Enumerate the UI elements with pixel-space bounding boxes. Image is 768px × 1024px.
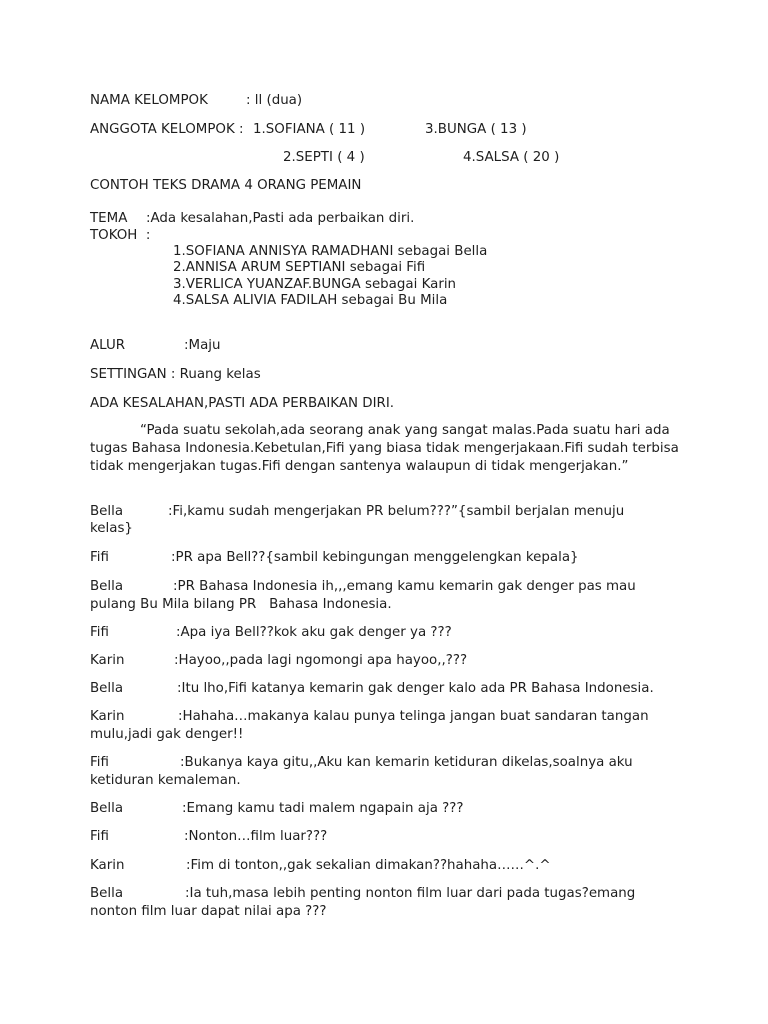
tokoh-label: TOKOH :	[90, 228, 151, 243]
setting-line: SETTINGAN : Ruang kelas	[90, 367, 261, 382]
dialog-7-text: :Hahaha…makanya kalau punya telinga jangan buat sandaran tangan	[178, 709, 649, 724]
dialog-6-text: :Itu lho,Fifi katanya kemarin gak denger kalo ada PR Bahasa Indonesia.	[177, 681, 654, 696]
drama-title: ADA KESALAHAN,PASTI ADA PERBAIKAN DIRI.	[90, 396, 395, 411]
dialog-8-text-cont: ketiduran kemaleman.	[90, 773, 241, 788]
dialog-10-text: :Nonton…film luar???	[184, 829, 328, 844]
dialog-2-text: :PR apa Bell??{sambil kebingungan menggelengkan kepala}	[171, 550, 579, 565]
alur-label: ALUR	[90, 338, 126, 353]
dialog-7-text-cont: mulu,jadi gak denger!!	[90, 727, 244, 742]
dialog-8-speaker: Fifi	[90, 755, 109, 770]
tokoh-item-3: 3.VERLICA YUANZAF.BUNGA sebagai Karin	[173, 277, 457, 292]
dialog-3-text-cont: pulang Bu Mila bilang PR Bahasa Indonesia.	[90, 597, 392, 612]
member-4: 4.SALSA ( 20 )	[463, 150, 560, 165]
dialog-1-text-cont: kelas}	[90, 521, 133, 536]
member-1: 1.SOFIANA ( 11 )	[253, 122, 366, 137]
dialog-9-text: :Emang kamu tadi malem ngapain aja ???	[182, 801, 464, 816]
member-2: 2.SEPTI ( 4 )	[283, 150, 365, 165]
dialog-11-speaker: Karin	[90, 858, 125, 873]
dialog-1-text: :Fi,kamu sudah mengerjakan PR belum???”{sambil berjalan menuju	[168, 504, 625, 519]
tokoh-item-4: 4.SALSA ALIVIA FADILAH sebagai Bu Mila	[173, 293, 448, 308]
dialog-8-text: :Bukanya kaya gitu,,Aku kan kemarin ketiduran dikelas,soalnya aku	[180, 755, 633, 770]
tokoh-item-1: 1.SOFIANA ANNISYA RAMADHANI sebagai Bella	[173, 244, 488, 259]
dialog-12-text-cont: nonton film luar dapat nilai apa ???	[90, 904, 327, 919]
dialog-11-text: :Fim di tonton,,gak sekalian dimakan??hahaha……^.^	[186, 858, 551, 873]
tema-label: TEMA	[90, 211, 128, 226]
anggota-kelompok-label: ANGGOTA KELOMPOK :	[90, 122, 244, 137]
dialog-5-speaker: Karin	[90, 653, 125, 668]
dialog-5-text: :Hayoo,,pada lagi ngomongi apa hayoo,,???	[174, 653, 468, 668]
tokoh-item-2: 2.ANNISA ARUM SEPTIANI sebagai Fifi	[173, 260, 426, 275]
nama-kelompok-label: NAMA KELOMPOK	[90, 93, 208, 108]
dialog-7-speaker: Karin	[90, 709, 125, 724]
nama-kelompok-value: : ll (dua)	[246, 93, 303, 108]
alur-value: :Maju	[184, 338, 221, 353]
contoh-heading: CONTOH TEKS DRAMA 4 ORANG PEMAIN	[90, 178, 362, 193]
dialog-1-speaker: Bella	[90, 504, 124, 519]
dialog-4-speaker: Fifi	[90, 625, 109, 640]
member-3: 3.BUNGA ( 13 )	[425, 122, 527, 137]
dialog-9-speaker: Bella	[90, 801, 124, 816]
dialog-3-text: :PR Bahasa Indonesia ih,,,emang kamu kemarin gak denger pas mau	[173, 579, 636, 594]
dialog-12-speaker: Bella	[90, 886, 124, 901]
dialog-10-speaker: Fifi	[90, 829, 109, 844]
dialog-12-text: :Ia tuh,masa lebih penting nonton film luar dari pada tugas?emang	[185, 886, 636, 901]
dialog-2-speaker: Fifi	[90, 550, 109, 565]
tema-value: :Ada kesalahan,Pasti ada perbaikan diri.	[146, 211, 415, 226]
dialog-4-text: :Apa iya Bell??kok aku gak denger ya ???	[176, 625, 452, 640]
intro-paragraph: “Pada suatu sekolah,ada seorang anak yang sangat malas.Pada suatu hari ada tugas Bahasa Indonesia.Kebetulan,Fifi yang biasa tidak mengerjakaan.Fifi sudah terbisa tidak mengerjakan tugas.Fifi dengan santenya walaupun di tidak mengerjakan.”	[90, 423, 679, 474]
dialog-3-speaker: Bella	[90, 579, 124, 594]
dialog-6-speaker: Bella	[90, 681, 124, 696]
